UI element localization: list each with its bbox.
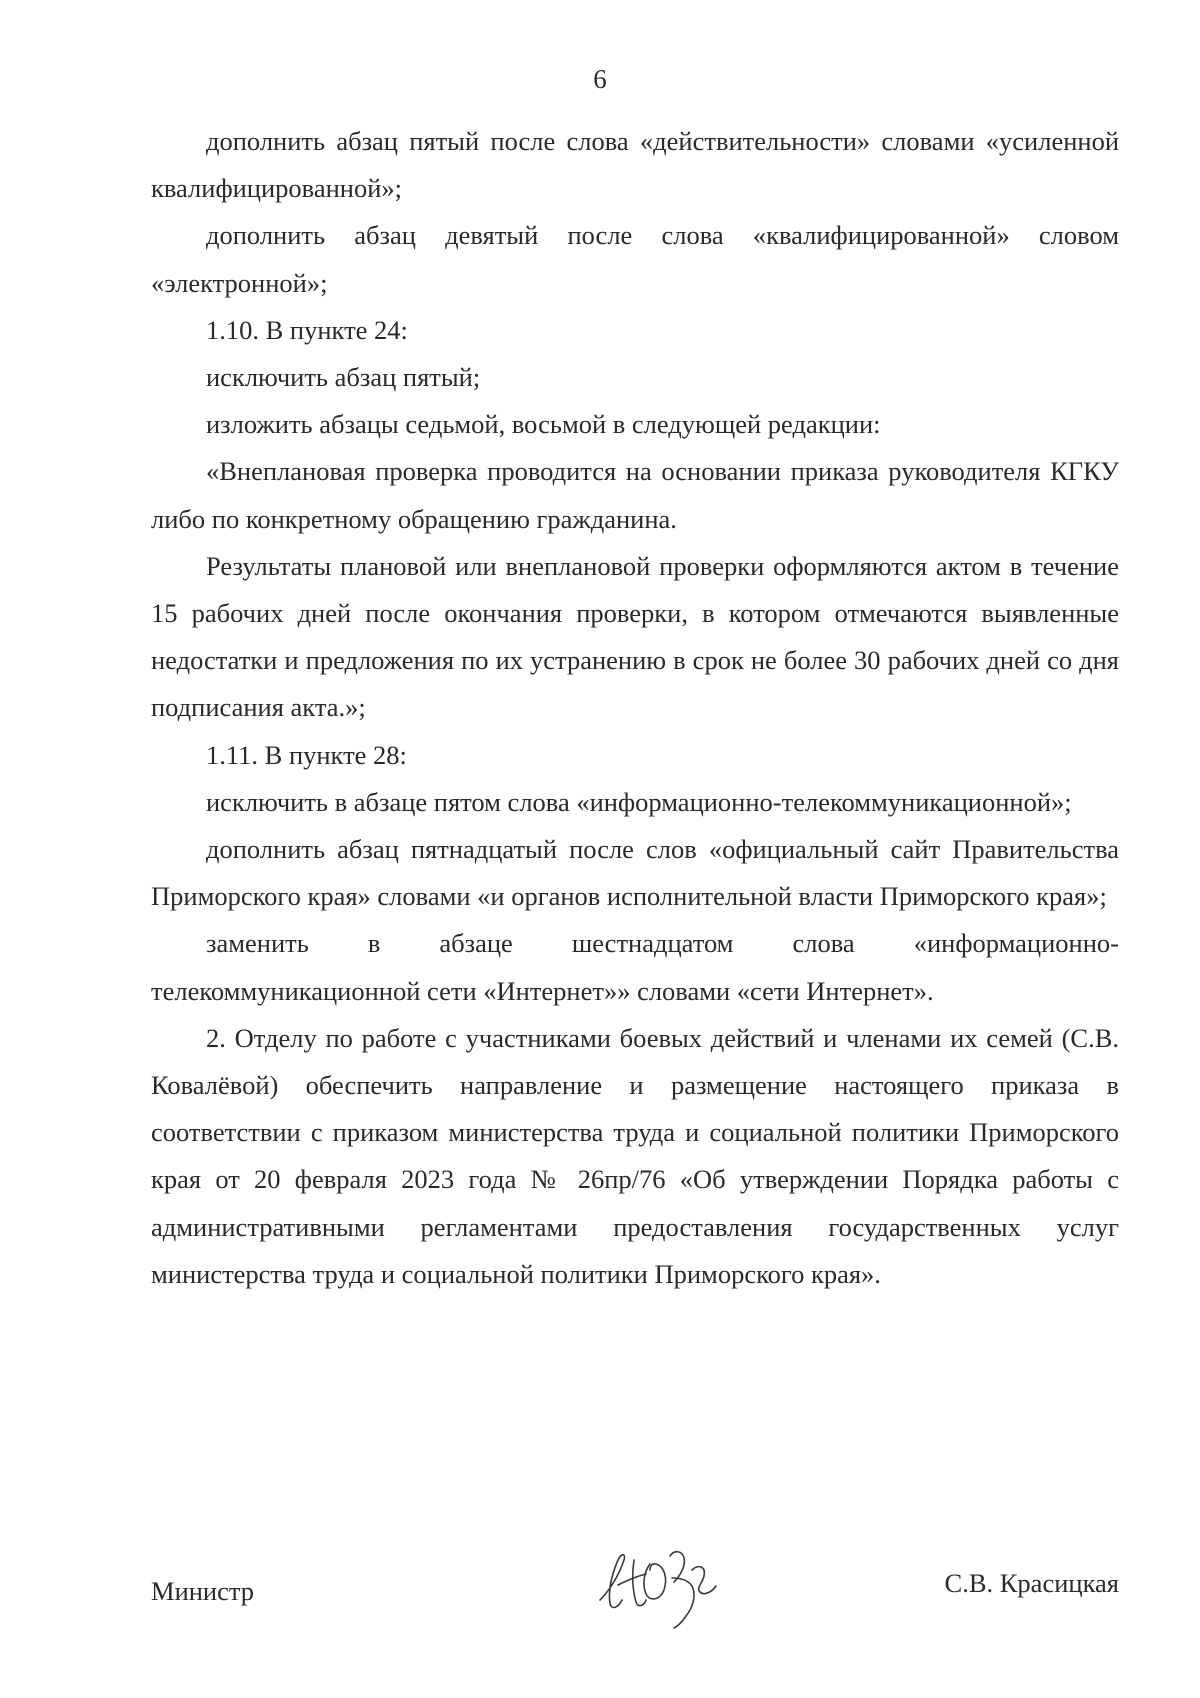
signature-block	[151, 1530, 1119, 1650]
paragraph-9: исключить в абзаце пятом слова «информационно-телекоммуникационной»;	[206, 786, 1072, 817]
page-number: 6	[593, 64, 607, 94]
paragraph-2: дополнить абзац девятый после слова «квалифицированной» словом «электронной»;	[151, 220, 1119, 298]
paragraph-12: 2. Отделу по работе с участниками боевых действий и членами их семей (С.В. Ковалёвой) обеспечить направление и размещение настоящего приказа в соответствии с приказом министерства труда и социальной политики Приморского края от 20 февраля 2023 года № 26пр/76 «Об утверждении Порядка работы с административными регламентами предоставления государственных услуг министерства труда и социальной политики Приморского края».	[151, 1022, 1119, 1289]
signatory-name: С.В. Красицкая	[944, 1568, 1119, 1598]
paragraph-7: Результаты плановой или внеплановой проверки оформляются актом в течение 15 рабочих дней после окончания проверки, в котором отмечаются выявленные недостатки и предложения по их устранению в срок не более 30 рабочих дней со дня подписания акта.»;	[151, 550, 1119, 723]
signatory-title: Министр	[151, 1576, 255, 1606]
paragraph-3: 1.10. В пункте 24:	[206, 314, 408, 345]
paragraph-1: дополнить абзац пятый после слова «действительности» словами «усиленной квалифицированной»;	[151, 126, 1119, 204]
paragraph-11: заменить в абзаце шестнадцатом слова «информационно-телекоммуникационной сети «Интернет»» словами «сети Интернет».	[151, 928, 1119, 1006]
paragraph-8: 1.11. В пункте 28:	[206, 739, 407, 770]
paragraph-5: изложить абзацы седьмой, восьмой в следующей редакции:	[206, 409, 881, 440]
paragraph-6: «Внеплановая проверка проводится на основании приказа руководителя КГКУ либо по конкретному обращению гражданина.	[151, 456, 1119, 534]
document-body	[151, 118, 1119, 1298]
paragraph-4: исключить абзац пятый;	[206, 362, 481, 393]
handwritten-signature	[588, 1530, 738, 1640]
paragraph-10: дополнить абзац пятнадцатый после слов «официальный сайт Правительства Приморского края» словами «и органов исполнительной власти Приморского края»;	[151, 834, 1119, 912]
